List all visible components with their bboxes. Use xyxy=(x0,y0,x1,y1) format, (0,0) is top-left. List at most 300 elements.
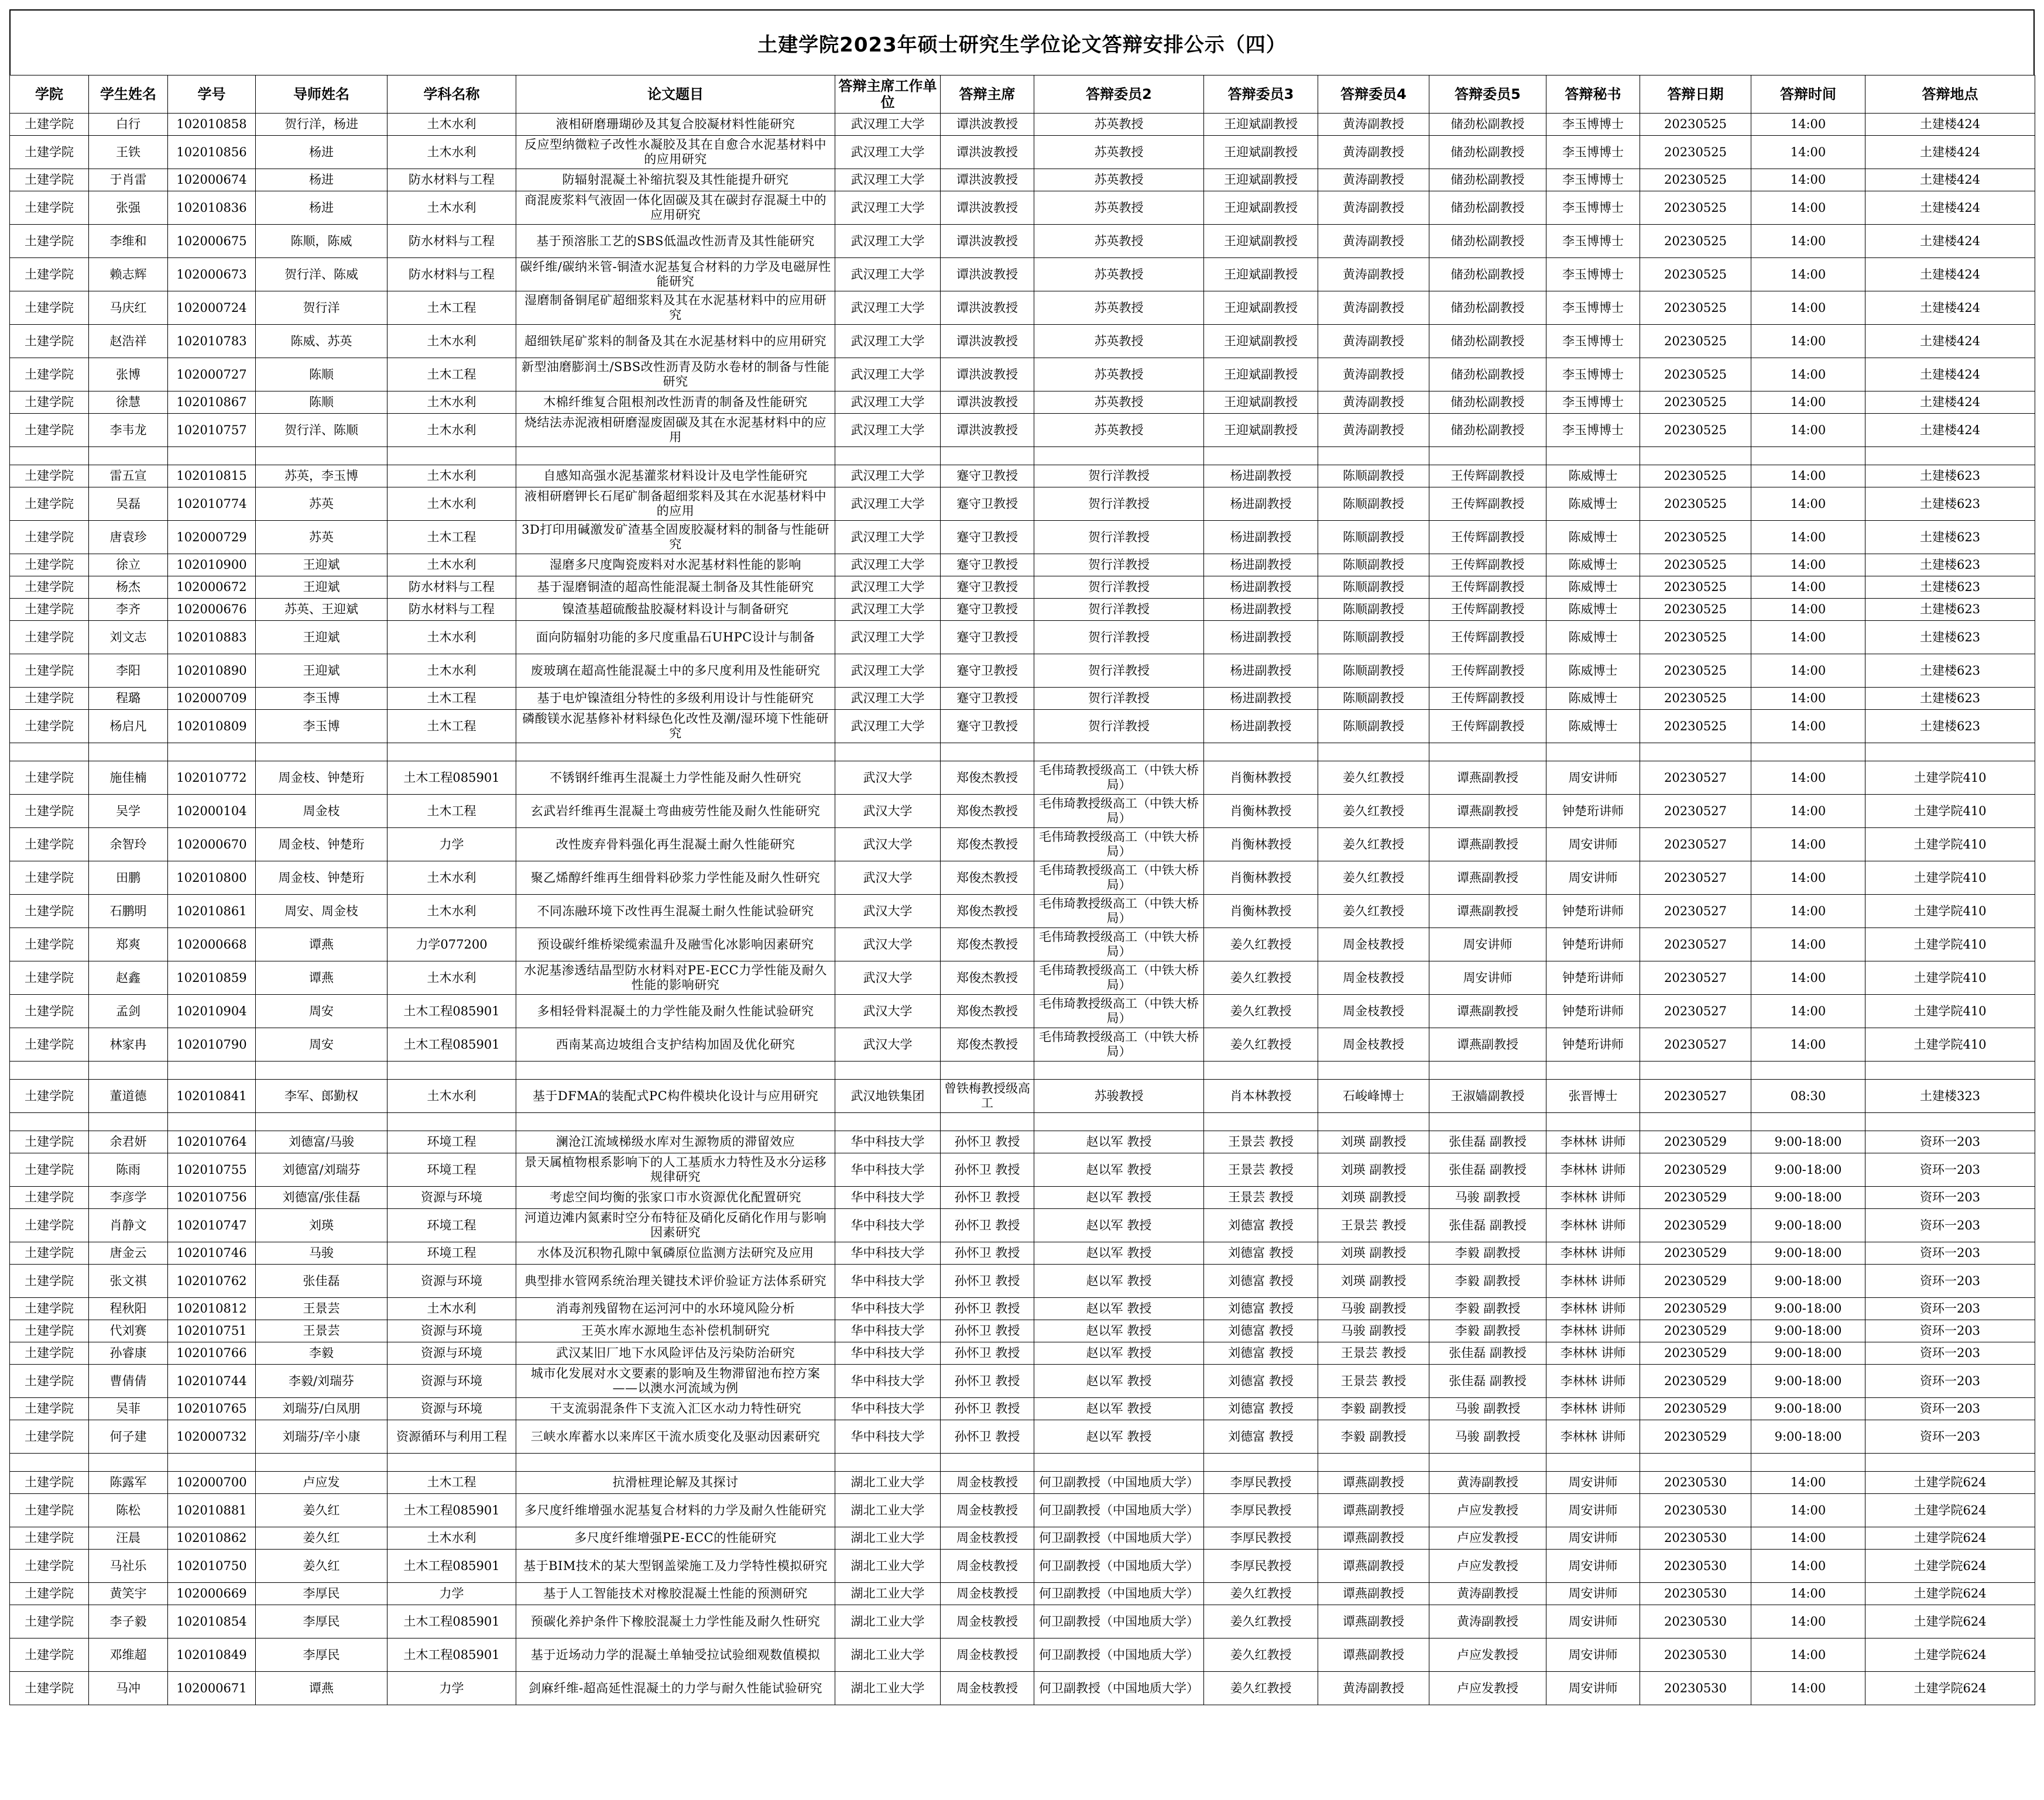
student-name-cell: 唐金云 xyxy=(89,1242,168,1265)
student-name-cell: 余君妍 xyxy=(89,1131,168,1153)
chair-unit-cell: 湖北工业大学 xyxy=(835,1472,941,1494)
student-id-cell: 102010815 xyxy=(168,465,256,487)
college-cell: 土建学院 xyxy=(10,861,89,895)
advisor-cell: 刘瑛 xyxy=(256,1209,387,1242)
advisor-cell: 陈顺 xyxy=(256,391,387,414)
member4-cell: 陈顺副教授 xyxy=(1318,487,1429,521)
student-name-cell: 林家冉 xyxy=(89,1028,168,1062)
location-cell: 土建学院624 xyxy=(1865,1472,2035,1494)
discipline-cell: 防水材料与工程 xyxy=(387,169,516,191)
advisor-cell: 姜久红 xyxy=(256,1550,387,1583)
time-cell: 14:00 xyxy=(1751,1472,1865,1494)
student-name-cell: 赖志辉 xyxy=(89,258,168,291)
empty-cell xyxy=(1034,1454,1204,1472)
student-name-cell: 李齐 xyxy=(89,599,168,621)
member5-cell: 谭燕副教授 xyxy=(1429,861,1546,895)
date-cell: 20230525 xyxy=(1640,358,1751,391)
college-cell: 土建学院 xyxy=(10,1265,89,1298)
member2-cell: 苏英教授 xyxy=(1034,414,1204,447)
member4-cell: 黄涛副教授 xyxy=(1318,258,1429,291)
discipline-cell: 资源循环与利用工程 xyxy=(387,1420,516,1454)
student-id-cell: 102010883 xyxy=(168,621,256,654)
member5-cell: 卢应发教授 xyxy=(1429,1638,1546,1672)
student-name-cell: 吴磊 xyxy=(89,487,168,521)
thesis-title-cell: 基于预溶胀工艺的SBS低温改性沥青及其性能研究 xyxy=(516,225,835,258)
col-header: 学号 xyxy=(168,75,256,114)
table-row xyxy=(10,1028,2035,1062)
student-name-cell: 孙睿康 xyxy=(89,1342,168,1365)
college-cell: 土建学院 xyxy=(10,1187,89,1209)
location-cell: 土建楼623 xyxy=(1865,621,2035,654)
discipline-cell: 资源与环境 xyxy=(387,1320,516,1342)
college-cell: 土建学院 xyxy=(10,225,89,258)
chair-unit-cell: 湖北工业大学 xyxy=(835,1550,941,1583)
time-cell: 14:00 xyxy=(1751,114,1865,136)
member2-cell: 毛伟琦教授级高工（中铁大桥局） xyxy=(1034,861,1204,895)
table-body xyxy=(10,114,2035,1705)
member5-cell: 王传辉副教授 xyxy=(1429,621,1546,654)
advisor-cell: 王迎斌 xyxy=(256,654,387,688)
student-id-cell: 102010762 xyxy=(168,1265,256,1298)
member3-cell: 杨进副教授 xyxy=(1204,599,1318,621)
empty-cell xyxy=(1318,447,1429,465)
time-cell: 14:00 xyxy=(1751,136,1865,169)
advisor-cell: 谭燕 xyxy=(256,1672,387,1705)
member5-cell: 谭燕副教授 xyxy=(1429,995,1546,1028)
discipline-cell: 土木水利 xyxy=(387,136,516,169)
member5-cell: 马骏 副教授 xyxy=(1429,1187,1546,1209)
empty-cell xyxy=(1751,1454,1865,1472)
chair-unit-cell: 湖北工业大学 xyxy=(835,1638,941,1672)
table-row xyxy=(10,1672,2035,1705)
table-row xyxy=(10,1605,2035,1638)
member5-cell: 卢应发教授 xyxy=(1429,1672,1546,1705)
time-cell: 14:00 xyxy=(1751,521,1865,554)
location-cell: 土建学院410 xyxy=(1865,795,2035,828)
member2-cell: 毛伟琦教授级高工（中铁大桥局） xyxy=(1034,895,1204,928)
advisor-cell: 李毅 xyxy=(256,1342,387,1365)
empty-cell xyxy=(1546,1113,1640,1131)
empty-cell xyxy=(256,743,387,761)
location-cell: 土建学院624 xyxy=(1865,1672,2035,1705)
college-cell: 土建学院 xyxy=(10,1131,89,1153)
college-cell: 土建学院 xyxy=(10,1550,89,1583)
chair-unit-cell: 武汉理工大学 xyxy=(835,554,941,576)
discipline-cell: 土木水利 xyxy=(387,1080,516,1113)
location-cell: 资环一203 xyxy=(1865,1420,2035,1454)
thesis-title-cell: 多尺度纤维增强PE-ECC的性能研究 xyxy=(516,1527,835,1550)
member2-cell: 赵以军 教授 xyxy=(1034,1153,1204,1187)
table-row xyxy=(10,710,2035,743)
secretary-cell: 钟楚珩讲师 xyxy=(1546,1028,1640,1062)
empty-cell xyxy=(1034,1113,1204,1131)
member5-cell: 卢应发教授 xyxy=(1429,1494,1546,1527)
member2-cell: 贺行洋教授 xyxy=(1034,654,1204,688)
member4-cell: 黄涛副教授 xyxy=(1318,1672,1429,1705)
advisor-cell: 杨进 xyxy=(256,191,387,225)
empty-cell xyxy=(1318,1454,1429,1472)
member2-cell: 赵以军 教授 xyxy=(1034,1242,1204,1265)
advisor-cell: 贺行洋，杨进 xyxy=(256,114,387,136)
member3-cell: 刘德富 教授 xyxy=(1204,1209,1318,1242)
secretary-cell: 李玉博博士 xyxy=(1546,325,1640,358)
member2-cell: 毛伟琦教授级高工（中铁大桥局） xyxy=(1034,1028,1204,1062)
thesis-title-cell: 聚乙烯醇纤维再生细骨料砂浆力学性能及耐久性研究 xyxy=(516,861,835,895)
chair-unit-cell: 武汉大学 xyxy=(835,828,941,861)
student-name-cell: 石鹏明 xyxy=(89,895,168,928)
secretary-cell: 李林林 讲师 xyxy=(1546,1242,1640,1265)
discipline-cell: 防水材料与工程 xyxy=(387,258,516,291)
member3-cell: 刘德富 教授 xyxy=(1204,1265,1318,1298)
date-cell: 20230527 xyxy=(1640,761,1751,795)
member2-cell: 毛伟琦教授级高工（中铁大桥局） xyxy=(1034,795,1204,828)
chair-unit-cell: 湖北工业大学 xyxy=(835,1583,941,1605)
member5-cell: 黄涛副教授 xyxy=(1429,1472,1546,1494)
member2-cell: 赵以军 教授 xyxy=(1034,1265,1204,1298)
time-cell: 14:00 xyxy=(1751,414,1865,447)
empty-cell xyxy=(256,1113,387,1131)
chair-cell: 蹇守卫教授 xyxy=(941,521,1034,554)
secretary-cell: 陈威博士 xyxy=(1546,465,1640,487)
chair-unit-cell: 华中科技大学 xyxy=(835,1398,941,1420)
thesis-title-cell: 干支流弱混条件下支流入汇区水动力特性研究 xyxy=(516,1398,835,1420)
empty-cell xyxy=(89,447,168,465)
secretary-cell: 陈威博士 xyxy=(1546,554,1640,576)
college-cell: 土建学院 xyxy=(10,1527,89,1550)
student-id-cell: 102000672 xyxy=(168,576,256,599)
empty-cell xyxy=(168,1454,256,1472)
secretary-cell: 李玉博博士 xyxy=(1546,358,1640,391)
separator-row xyxy=(10,1062,2035,1080)
chair-cell: 蹇守卫教授 xyxy=(941,487,1034,521)
empty-cell xyxy=(1204,1454,1318,1472)
advisor-cell: 苏英、王迎斌 xyxy=(256,599,387,621)
location-cell: 土建楼424 xyxy=(1865,191,2035,225)
discipline-cell: 土木工程 xyxy=(387,795,516,828)
member4-cell: 陈顺副教授 xyxy=(1318,688,1429,710)
thesis-title-cell: 磷酸镁水泥基修补材料绿色化改性及潮/湿环境下性能研究 xyxy=(516,710,835,743)
college-cell: 土建学院 xyxy=(10,1638,89,1672)
separator-row xyxy=(10,447,2035,465)
member5-cell: 黄涛副教授 xyxy=(1429,1583,1546,1605)
thesis-title-cell: 碳纤维/碳纳米管-铜渣水泥基复合材料的力学及电磁屏性能研究 xyxy=(516,258,835,291)
student-id-cell: 102010750 xyxy=(168,1550,256,1583)
member5-cell: 储劲松副教授 xyxy=(1429,258,1546,291)
discipline-cell: 土木水利 xyxy=(387,1298,516,1320)
empty-cell xyxy=(516,447,835,465)
student-id-cell: 102010858 xyxy=(168,114,256,136)
advisor-cell: 李玉博 xyxy=(256,710,387,743)
location-cell: 土建学院410 xyxy=(1865,928,2035,961)
chair-unit-cell: 武汉理工大学 xyxy=(835,576,941,599)
empty-cell xyxy=(256,447,387,465)
table-row xyxy=(10,761,2035,795)
time-cell: 14:00 xyxy=(1751,599,1865,621)
member2-cell: 苏英教授 xyxy=(1034,225,1204,258)
member4-cell: 石峻峰博士 xyxy=(1318,1080,1429,1113)
college-cell: 土建学院 xyxy=(10,795,89,828)
chair-cell: 周金枝教授 xyxy=(941,1605,1034,1638)
location-cell: 土建楼424 xyxy=(1865,358,2035,391)
empty-cell xyxy=(1429,447,1546,465)
chair-cell: 孙怀卫 教授 xyxy=(941,1320,1034,1342)
location-cell: 土建楼323 xyxy=(1865,1080,2035,1113)
date-cell: 20230525 xyxy=(1640,325,1751,358)
empty-cell xyxy=(1429,743,1546,761)
student-id-cell: 102010774 xyxy=(168,487,256,521)
college-cell: 土建学院 xyxy=(10,654,89,688)
member5-cell: 李毅 副教授 xyxy=(1429,1242,1546,1265)
location-cell: 土建楼424 xyxy=(1865,225,2035,258)
table-row xyxy=(10,1080,2035,1113)
discipline-cell: 力学 xyxy=(387,1672,516,1705)
member2-cell: 赵以军 教授 xyxy=(1034,1342,1204,1365)
discipline-cell: 资源与环境 xyxy=(387,1398,516,1420)
member2-cell: 苏英教授 xyxy=(1034,325,1204,358)
date-cell: 20230529 xyxy=(1640,1298,1751,1320)
chair-cell: 郑俊杰教授 xyxy=(941,828,1034,861)
chair-cell: 周金枝教授 xyxy=(941,1583,1034,1605)
col-header: 答辩秘书 xyxy=(1546,75,1640,114)
table-row xyxy=(10,136,2035,169)
chair-unit-cell: 华中科技大学 xyxy=(835,1242,941,1265)
college-cell: 土建学院 xyxy=(10,895,89,928)
thesis-title-cell: 商混废浆料气液固一体化固碳及其在碳封存混凝土中的应用研究 xyxy=(516,191,835,225)
date-cell: 20230525 xyxy=(1640,391,1751,414)
secretary-cell: 李林林 讲师 xyxy=(1546,1342,1640,1365)
member3-cell: 肖衡林教授 xyxy=(1204,828,1318,861)
student-id-cell: 102000709 xyxy=(168,688,256,710)
student-name-cell: 李子毅 xyxy=(89,1605,168,1638)
thesis-title-cell: 考虑空间均衡的张家口市水资源优化配置研究 xyxy=(516,1187,835,1209)
student-name-cell: 何子建 xyxy=(89,1420,168,1454)
chair-unit-cell: 武汉理工大学 xyxy=(835,114,941,136)
secretary-cell: 李林林 讲师 xyxy=(1546,1131,1640,1153)
time-cell: 14:00 xyxy=(1751,325,1865,358)
chair-cell: 郑俊杰教授 xyxy=(941,928,1034,961)
secretary-cell: 李玉博博士 xyxy=(1546,136,1640,169)
col-header: 导师姓名 xyxy=(256,75,387,114)
location-cell: 土建楼623 xyxy=(1865,688,2035,710)
thesis-title-cell: 多相轻骨料混凝土的力学性能及耐久性能试验研究 xyxy=(516,995,835,1028)
college-cell: 土建学院 xyxy=(10,599,89,621)
location-cell: 土建楼424 xyxy=(1865,414,2035,447)
chair-unit-cell: 武汉理工大学 xyxy=(835,487,941,521)
student-id-cell: 102010744 xyxy=(168,1365,256,1398)
empty-cell xyxy=(516,1113,835,1131)
empty-cell xyxy=(387,1113,516,1131)
advisor-cell: 刘德富/张佳磊 xyxy=(256,1187,387,1209)
secretary-cell: 周安讲师 xyxy=(1546,761,1640,795)
table-row xyxy=(10,795,2035,828)
location-cell: 资环一203 xyxy=(1865,1298,2035,1320)
empty-cell xyxy=(387,1062,516,1080)
student-name-cell: 张强 xyxy=(89,191,168,225)
member5-cell: 张佳磊 副教授 xyxy=(1429,1131,1546,1153)
time-cell: 14:00 xyxy=(1751,576,1865,599)
chair-unit-cell: 华中科技大学 xyxy=(835,1153,941,1187)
empty-cell xyxy=(1429,1062,1546,1080)
student-id-cell: 102000727 xyxy=(168,358,256,391)
advisor-cell: 王迎斌 xyxy=(256,621,387,654)
chair-cell: 孙怀卫 教授 xyxy=(941,1298,1034,1320)
member4-cell: 谭燕副教授 xyxy=(1318,1550,1429,1583)
college-cell: 土建学院 xyxy=(10,928,89,961)
header-row xyxy=(10,75,2035,114)
member3-cell: 姜久红教授 xyxy=(1204,1672,1318,1705)
thesis-title-cell: 防辐射混凝土补缩抗裂及其性能提升研究 xyxy=(516,169,835,191)
member4-cell: 刘瑛 副教授 xyxy=(1318,1242,1429,1265)
advisor-cell: 马骏 xyxy=(256,1242,387,1265)
student-id-cell: 102010900 xyxy=(168,554,256,576)
member5-cell: 张佳磊 副教授 xyxy=(1429,1153,1546,1187)
table-row xyxy=(10,414,2035,447)
thesis-title-cell: 液相研磨钾长石尾矿制备超细浆料及其在水泥基材料中的应用 xyxy=(516,487,835,521)
advisor-cell: 卢应发 xyxy=(256,1472,387,1494)
student-id-cell: 102000700 xyxy=(168,1472,256,1494)
member4-cell: 陈顺副教授 xyxy=(1318,576,1429,599)
time-cell: 08:30 xyxy=(1751,1080,1865,1113)
student-id-cell: 102010859 xyxy=(168,961,256,995)
member3-cell: 王迎斌副教授 xyxy=(1204,191,1318,225)
advisor-cell: 周安 xyxy=(256,995,387,1028)
member3-cell: 肖本林教授 xyxy=(1204,1080,1318,1113)
secretary-cell: 李林林 讲师 xyxy=(1546,1365,1640,1398)
member4-cell: 姜久红教授 xyxy=(1318,861,1429,895)
col-header: 学科名称 xyxy=(387,75,516,114)
member4-cell: 刘瑛 副教授 xyxy=(1318,1187,1429,1209)
chair-cell: 孙怀卫 教授 xyxy=(941,1131,1034,1153)
member4-cell: 黄涛副教授 xyxy=(1318,325,1429,358)
member5-cell: 王传辉副教授 xyxy=(1429,654,1546,688)
table-row xyxy=(10,895,2035,928)
chair-cell: 谭洪波教授 xyxy=(941,225,1034,258)
college-cell: 土建学院 xyxy=(10,325,89,358)
member3-cell: 杨进副教授 xyxy=(1204,521,1318,554)
empty-cell xyxy=(1640,1113,1751,1131)
member3-cell: 刘德富 教授 xyxy=(1204,1320,1318,1342)
student-name-cell: 曹倩倩 xyxy=(89,1365,168,1398)
time-cell: 14:00 xyxy=(1751,928,1865,961)
member2-cell: 苏英教授 xyxy=(1034,191,1204,225)
chair-cell: 周金枝教授 xyxy=(941,1550,1034,1583)
location-cell: 土建学院624 xyxy=(1865,1605,2035,1638)
date-cell: 20230527 xyxy=(1640,861,1751,895)
student-name-cell: 杨启凡 xyxy=(89,710,168,743)
separator-row xyxy=(10,1113,2035,1131)
advisor-cell: 苏英 xyxy=(256,521,387,554)
time-cell: 14:00 xyxy=(1751,1605,1865,1638)
advisor-cell: 刘德富/刘瑞芬 xyxy=(256,1153,387,1187)
empty-cell xyxy=(1204,743,1318,761)
date-cell: 20230529 xyxy=(1640,1365,1751,1398)
location-cell: 土建楼623 xyxy=(1865,554,2035,576)
location-cell: 土建楼424 xyxy=(1865,291,2035,325)
time-cell: 14:00 xyxy=(1751,961,1865,995)
thesis-title-cell: 废玻璃在超高性能混凝土中的多尺度利用及性能研究 xyxy=(516,654,835,688)
location-cell: 土建学院624 xyxy=(1865,1550,2035,1583)
date-cell: 20230525 xyxy=(1640,414,1751,447)
student-name-cell: 代刘赛 xyxy=(89,1320,168,1342)
member2-cell: 赵以军 教授 xyxy=(1034,1298,1204,1320)
college-cell: 土建学院 xyxy=(10,1080,89,1113)
member2-cell: 何卫副教授（中国地质大学） xyxy=(1034,1550,1204,1583)
college-cell: 土建学院 xyxy=(10,114,89,136)
thesis-title-cell: 基于DFMA的装配式PC构件模块化设计与应用研究 xyxy=(516,1080,835,1113)
empty-cell xyxy=(1865,447,2035,465)
col-header: 答辩地点 xyxy=(1865,75,2035,114)
secretary-cell: 周安讲师 xyxy=(1546,861,1640,895)
location-cell: 土建学院410 xyxy=(1865,861,2035,895)
time-cell: 14:00 xyxy=(1751,1583,1865,1605)
location-cell: 土建楼424 xyxy=(1865,258,2035,291)
member3-cell: 王迎斌副教授 xyxy=(1204,291,1318,325)
member4-cell: 王景芸 教授 xyxy=(1318,1342,1429,1365)
discipline-cell: 资源与环境 xyxy=(387,1365,516,1398)
student-name-cell: 于肖雷 xyxy=(89,169,168,191)
advisor-cell: 王景芸 xyxy=(256,1320,387,1342)
col-header: 答辩委员3 xyxy=(1204,75,1318,114)
empty-cell xyxy=(1034,1062,1204,1080)
advisor-cell: 刘德富/马骏 xyxy=(256,1131,387,1153)
member2-cell: 毛伟琦教授级高工（中铁大桥局） xyxy=(1034,961,1204,995)
thesis-title-cell: 水泥基渗透结晶型防水材料对PE-ECC力学性能及耐久性能的影响研究 xyxy=(516,961,835,995)
thesis-title-cell: 基于近场动力学的混凝土单轴受拉试验细观数值模拟 xyxy=(516,1638,835,1672)
date-cell: 20230525 xyxy=(1640,688,1751,710)
location-cell: 土建楼623 xyxy=(1865,576,2035,599)
empty-cell xyxy=(1751,743,1865,761)
table-row xyxy=(10,391,2035,414)
secretary-cell: 陈威博士 xyxy=(1546,688,1640,710)
advisor-cell: 谭燕 xyxy=(256,961,387,995)
member4-cell: 刘瑛 副教授 xyxy=(1318,1153,1429,1187)
col-header: 答辩主席工作单位 xyxy=(835,75,941,114)
college-cell: 土建学院 xyxy=(10,414,89,447)
member3-cell: 姜久红教授 xyxy=(1204,1028,1318,1062)
advisor-cell: 杨进 xyxy=(256,169,387,191)
secretary-cell: 周安讲师 xyxy=(1546,1472,1640,1494)
member2-cell: 何卫副教授（中国地质大学） xyxy=(1034,1494,1204,1527)
member5-cell: 储劲松副教授 xyxy=(1429,225,1546,258)
thesis-title-cell: 西南某高边坡组合支护结构加固及优化研究 xyxy=(516,1028,835,1062)
student-id-cell: 102000674 xyxy=(168,169,256,191)
empty-cell xyxy=(1865,1062,2035,1080)
chair-unit-cell: 武汉理工大学 xyxy=(835,136,941,169)
student-id-cell: 102010862 xyxy=(168,1527,256,1550)
student-name-cell: 王铁 xyxy=(89,136,168,169)
college-cell: 土建学院 xyxy=(10,358,89,391)
college-cell: 土建学院 xyxy=(10,1420,89,1454)
time-cell: 14:00 xyxy=(1751,391,1865,414)
empty-cell xyxy=(941,1113,1034,1131)
college-cell: 土建学院 xyxy=(10,1153,89,1187)
college-cell: 土建学院 xyxy=(10,1209,89,1242)
empty-cell xyxy=(1865,743,2035,761)
chair-unit-cell: 武汉大学 xyxy=(835,795,941,828)
location-cell: 土建楼623 xyxy=(1865,487,2035,521)
college-cell: 土建学院 xyxy=(10,576,89,599)
date-cell: 20230529 xyxy=(1640,1420,1751,1454)
time-cell: 9:00-18:00 xyxy=(1751,1187,1865,1209)
chair-cell: 谭洪波教授 xyxy=(941,414,1034,447)
thesis-title-cell: 景天属植物根系影响下的人工基质水力特性及水分运移规律研究 xyxy=(516,1153,835,1187)
member3-cell: 王迎斌副教授 xyxy=(1204,325,1318,358)
location-cell: 土建学院410 xyxy=(1865,1028,2035,1062)
date-cell: 20230530 xyxy=(1640,1550,1751,1583)
chair-cell: 孙怀卫 教授 xyxy=(941,1420,1034,1454)
discipline-cell: 资源与环境 xyxy=(387,1342,516,1365)
time-cell: 14:00 xyxy=(1751,291,1865,325)
